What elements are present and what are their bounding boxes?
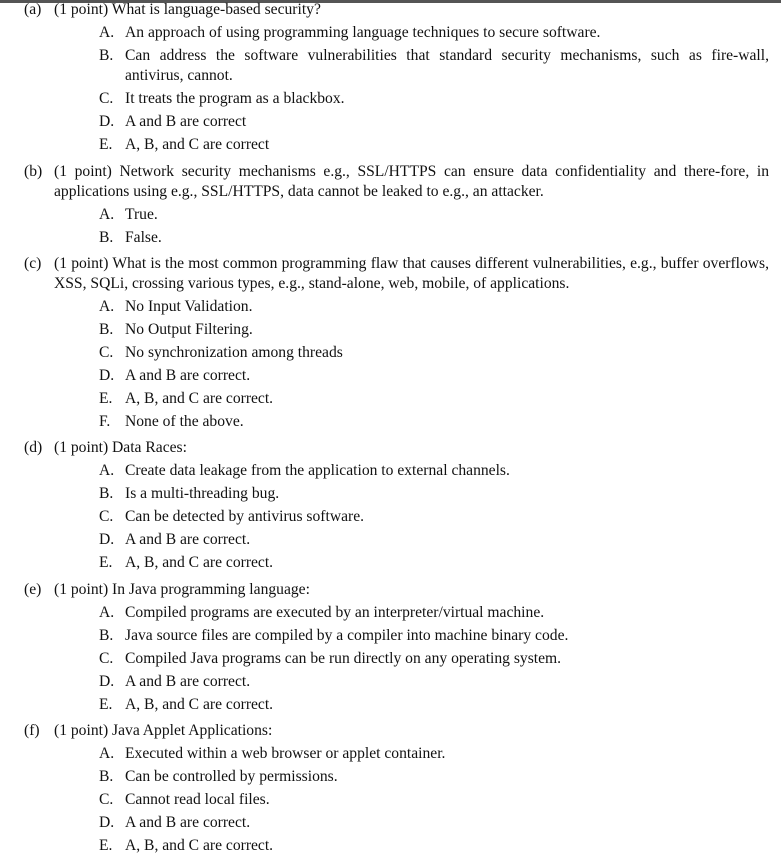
option-label: A. bbox=[99, 298, 115, 315]
question-text bbox=[0, 438, 781, 458]
answer-option bbox=[0, 530, 781, 550]
option-text: Can address the software vulnerabilities that standard security mechanisms, such as fire-wall, antivirus, cannot. bbox=[125, 47, 769, 84]
option-label: C. bbox=[99, 344, 114, 361]
option-label: E. bbox=[99, 554, 113, 571]
option-list bbox=[0, 744, 781, 856]
question-f bbox=[0, 721, 781, 859]
answer-option bbox=[0, 695, 781, 715]
answer-option bbox=[0, 813, 781, 833]
option-text: Java source files are compiled by a compiler into machine binary code. bbox=[125, 627, 569, 644]
answer-option bbox=[0, 836, 781, 856]
question-prompt: (1 point) What is the most common programming flaw that causes different vulnerabilities, e.g., buffer overflows, XSS, SQLi, crossing various types, e.g., stand-alone, web, mobile, of applications. bbox=[54, 255, 769, 292]
question-prompt: (1 point) Network security mechanisms e.g., SSL/HTTPS can ensure data confidentiality and there-fore, in applications using e.g., SSL/HTTPS, data cannot be leaked to e.g., an attacker. bbox=[54, 163, 769, 200]
option-text: No Input Validation. bbox=[125, 298, 253, 315]
answer-option bbox=[0, 46, 781, 86]
option-text: No Output Filtering. bbox=[125, 321, 253, 338]
option-label: E. bbox=[99, 136, 113, 153]
option-text: A and B are correct. bbox=[125, 673, 251, 690]
option-text: A, B, and C are correct. bbox=[125, 390, 274, 407]
answer-option bbox=[0, 112, 781, 132]
answer-option bbox=[0, 366, 781, 386]
question-prompt: (1 point) In Java programming language: bbox=[54, 581, 310, 598]
option-label: B. bbox=[99, 627, 114, 644]
option-text: Can be detected by antivirus software. bbox=[125, 508, 365, 525]
answer-option bbox=[0, 507, 781, 527]
option-label: E. bbox=[99, 696, 113, 713]
option-text: A and B are correct. bbox=[125, 531, 251, 548]
option-label: C. bbox=[99, 791, 114, 808]
question-a bbox=[0, 0, 781, 158]
option-label: D. bbox=[99, 814, 115, 831]
option-label: B. bbox=[99, 47, 114, 64]
option-label: E. bbox=[99, 390, 113, 407]
answer-option bbox=[0, 320, 781, 340]
option-text: A, B, and C are correct. bbox=[125, 696, 274, 713]
option-text: An approach of using programming language techniques to secure software. bbox=[125, 24, 601, 41]
option-text: Compiled Java programs can be run directly on any operating system. bbox=[125, 650, 562, 667]
option-label: B. bbox=[99, 321, 114, 338]
answer-option bbox=[0, 626, 781, 646]
option-label: B. bbox=[99, 768, 114, 785]
question-text bbox=[0, 721, 781, 741]
question-prompt: (1 point) Java Applet Applications: bbox=[54, 722, 273, 739]
option-text: True. bbox=[125, 206, 158, 223]
answer-option bbox=[0, 23, 781, 43]
option-text: Can be controlled by permissions. bbox=[125, 768, 338, 785]
option-text: A and B are correct. bbox=[125, 367, 251, 384]
answer-option bbox=[0, 672, 781, 692]
answer-option bbox=[0, 767, 781, 787]
option-text: False. bbox=[125, 229, 162, 246]
option-text: A, B, and C are correct. bbox=[125, 837, 274, 854]
option-text: Cannot read local files. bbox=[125, 791, 270, 808]
option-list bbox=[0, 461, 781, 573]
question-d bbox=[0, 438, 781, 576]
option-text: It treats the program as a blackbox. bbox=[125, 90, 345, 107]
option-label: A. bbox=[99, 745, 115, 762]
option-label: B. bbox=[99, 229, 114, 246]
question-label: (c) bbox=[24, 255, 42, 272]
option-label: A. bbox=[99, 604, 115, 621]
answer-option bbox=[0, 790, 781, 810]
option-label: B. bbox=[99, 485, 114, 502]
answer-option bbox=[0, 649, 781, 669]
option-text: A, B, and C are correct bbox=[125, 136, 270, 153]
option-label: A. bbox=[99, 24, 115, 41]
question-text bbox=[0, 254, 781, 294]
option-text: A and B are correct bbox=[125, 113, 247, 130]
question-text bbox=[0, 580, 781, 600]
answer-option bbox=[0, 135, 781, 155]
answer-option bbox=[0, 343, 781, 363]
answer-option bbox=[0, 389, 781, 409]
option-list bbox=[0, 603, 781, 715]
option-list bbox=[0, 297, 781, 432]
option-text: Compiled programs are executed by an interpreter/virtual machine. bbox=[125, 604, 545, 621]
option-label: D. bbox=[99, 673, 115, 690]
question-b bbox=[0, 162, 781, 251]
option-label: E. bbox=[99, 837, 113, 854]
answer-option bbox=[0, 603, 781, 623]
answer-option bbox=[0, 744, 781, 764]
option-label: C. bbox=[99, 90, 114, 107]
answer-option bbox=[0, 412, 781, 432]
answer-option bbox=[0, 228, 781, 248]
answer-option bbox=[0, 89, 781, 109]
option-label: C. bbox=[99, 508, 114, 525]
question-text bbox=[0, 162, 781, 202]
question-label: (f) bbox=[24, 722, 40, 739]
question-label: (e) bbox=[24, 581, 42, 598]
option-label: C. bbox=[99, 650, 114, 667]
question-label: (d) bbox=[24, 439, 43, 456]
option-text: A, B, and C are correct. bbox=[125, 554, 274, 571]
answer-option bbox=[0, 297, 781, 317]
option-label: D. bbox=[99, 531, 115, 548]
question-c bbox=[0, 254, 781, 435]
question-label: (b) bbox=[24, 163, 43, 180]
answer-option bbox=[0, 553, 781, 573]
option-text: None of the above. bbox=[125, 413, 244, 430]
option-label: D. bbox=[99, 113, 115, 130]
option-text: Executed within a web browser or applet container. bbox=[125, 745, 446, 762]
answer-option bbox=[0, 484, 781, 504]
answer-option bbox=[0, 205, 781, 225]
question-label: (a) bbox=[24, 1, 42, 18]
question-prompt: (1 point) Data Races: bbox=[54, 439, 187, 456]
option-text: No synchronization among threads bbox=[125, 344, 343, 361]
option-text: Create data leakage from the application to external channels. bbox=[125, 462, 510, 479]
option-list bbox=[0, 205, 781, 248]
option-text: A and B are correct. bbox=[125, 814, 251, 831]
question-text bbox=[0, 0, 781, 20]
question-e bbox=[0, 580, 781, 718]
option-label: A. bbox=[99, 206, 115, 223]
answer-option bbox=[0, 461, 781, 481]
option-label: D. bbox=[99, 367, 115, 384]
option-text: Is a multi-threading bug. bbox=[125, 485, 280, 502]
question-prompt: (1 point) What is language-based security? bbox=[54, 1, 321, 18]
option-label: F. bbox=[99, 413, 111, 430]
option-label: A. bbox=[99, 462, 115, 479]
option-list bbox=[0, 23, 781, 155]
